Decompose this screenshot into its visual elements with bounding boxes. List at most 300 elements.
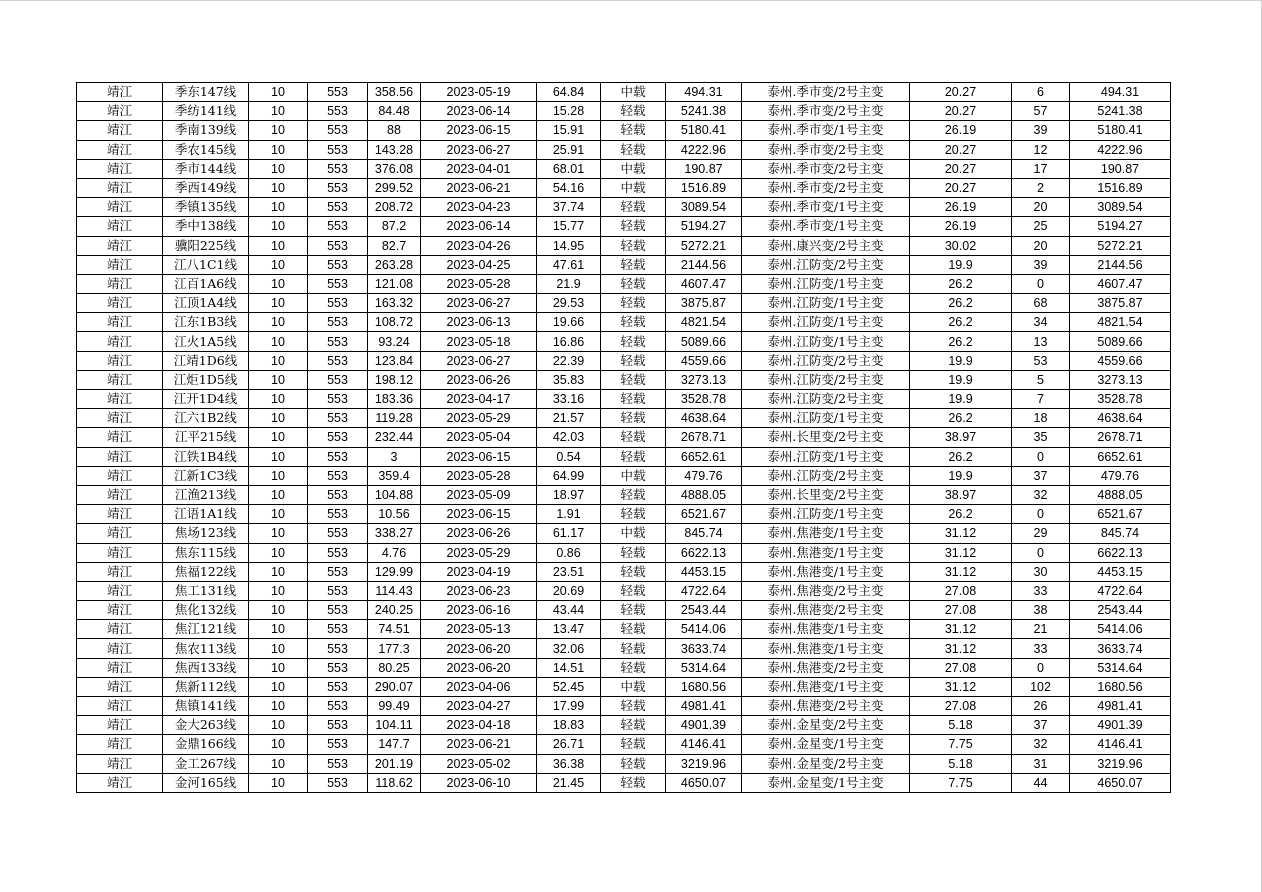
voltage-cell[interactable]: 10 bbox=[249, 217, 308, 236]
voltage-cell[interactable]: 10 bbox=[249, 581, 308, 600]
voltage-cell[interactable]: 10 bbox=[249, 773, 308, 792]
voltage-cell[interactable]: 10 bbox=[249, 274, 308, 293]
date-cell[interactable]: 2023-04-25 bbox=[421, 255, 537, 274]
margin-cell[interactable]: 1680.56 bbox=[666, 677, 742, 696]
count-cell[interactable]: 32 bbox=[1012, 485, 1070, 504]
voltage-cell[interactable]: 10 bbox=[249, 677, 308, 696]
transformer-rate-cell[interactable]: 31.12 bbox=[910, 543, 1012, 562]
voltage-cell[interactable]: 10 bbox=[249, 735, 308, 754]
date-cell[interactable]: 2023-06-26 bbox=[421, 370, 537, 389]
available-capacity-cell[interactable]: 2678.71 bbox=[1070, 428, 1171, 447]
line-name-cell[interactable]: 焦镇141线 bbox=[163, 697, 249, 716]
transformer-cell[interactable]: 泰州.金星变/2号主变 bbox=[742, 754, 910, 773]
voltage-cell[interactable]: 10 bbox=[249, 639, 308, 658]
load-value-cell[interactable]: 4.76 bbox=[368, 543, 421, 562]
transformer-cell[interactable]: 泰州.焦港变/1号主变 bbox=[742, 562, 910, 581]
line-name-cell[interactable]: 江顶1A4线 bbox=[163, 294, 249, 313]
date-cell[interactable]: 2023-06-15 bbox=[421, 505, 537, 524]
margin-cell[interactable]: 2543.44 bbox=[666, 601, 742, 620]
load-status-cell[interactable]: 轻载 bbox=[601, 351, 666, 370]
load-value-cell[interactable]: 114.43 bbox=[368, 581, 421, 600]
count-cell[interactable]: 7 bbox=[1012, 390, 1070, 409]
transformer-cell[interactable]: 泰州.季市变/1号主变 bbox=[742, 217, 910, 236]
date-cell[interactable]: 2023-06-21 bbox=[421, 735, 537, 754]
capacity-cell[interactable]: 553 bbox=[308, 332, 368, 351]
region-cell[interactable]: 靖江 bbox=[77, 447, 163, 466]
load-value-cell[interactable]: 10.56 bbox=[368, 505, 421, 524]
region-cell[interactable]: 靖江 bbox=[77, 581, 163, 600]
count-cell[interactable]: 34 bbox=[1012, 313, 1070, 332]
load-rate-cell[interactable]: 15.91 bbox=[537, 121, 601, 140]
load-value-cell[interactable]: 104.88 bbox=[368, 485, 421, 504]
region-cell[interactable]: 靖江 bbox=[77, 313, 163, 332]
available-capacity-cell[interactable]: 3273.13 bbox=[1070, 370, 1171, 389]
count-cell[interactable]: 68 bbox=[1012, 294, 1070, 313]
load-status-cell[interactable]: 轻载 bbox=[601, 140, 666, 159]
margin-cell[interactable]: 2144.56 bbox=[666, 255, 742, 274]
transformer-rate-cell[interactable]: 7.75 bbox=[910, 735, 1012, 754]
voltage-cell[interactable]: 10 bbox=[249, 351, 308, 370]
count-cell[interactable]: 0 bbox=[1012, 447, 1070, 466]
count-cell[interactable]: 32 bbox=[1012, 735, 1070, 754]
date-cell[interactable]: 2023-06-27 bbox=[421, 140, 537, 159]
load-rate-cell[interactable]: 1.91 bbox=[537, 505, 601, 524]
line-name-cell[interactable]: 焦工131线 bbox=[163, 581, 249, 600]
transformer-cell[interactable]: 泰州.季市变/2号主变 bbox=[742, 178, 910, 197]
load-value-cell[interactable]: 183.36 bbox=[368, 390, 421, 409]
load-value-cell[interactable]: 108.72 bbox=[368, 313, 421, 332]
date-cell[interactable]: 2023-06-14 bbox=[421, 217, 537, 236]
load-rate-cell[interactable]: 64.84 bbox=[537, 83, 601, 102]
margin-cell[interactable]: 5272.21 bbox=[666, 236, 742, 255]
count-cell[interactable]: 5 bbox=[1012, 370, 1070, 389]
count-cell[interactable]: 13 bbox=[1012, 332, 1070, 351]
capacity-cell[interactable]: 553 bbox=[308, 351, 368, 370]
line-name-cell[interactable]: 金河165线 bbox=[163, 773, 249, 792]
count-cell[interactable]: 37 bbox=[1012, 466, 1070, 485]
transformer-cell[interactable]: 泰州.焦港变/2号主变 bbox=[742, 601, 910, 620]
load-rate-cell[interactable]: 42.03 bbox=[537, 428, 601, 447]
margin-cell[interactable]: 4453.15 bbox=[666, 562, 742, 581]
region-cell[interactable]: 靖江 bbox=[77, 236, 163, 255]
transformer-rate-cell[interactable]: 5.18 bbox=[910, 754, 1012, 773]
region-cell[interactable]: 靖江 bbox=[77, 409, 163, 428]
load-value-cell[interactable]: 99.49 bbox=[368, 697, 421, 716]
load-rate-cell[interactable]: 52.45 bbox=[537, 677, 601, 696]
margin-cell[interactable]: 4638.64 bbox=[666, 409, 742, 428]
line-name-cell[interactable]: 江渔213线 bbox=[163, 485, 249, 504]
line-name-cell[interactable]: 焦化132线 bbox=[163, 601, 249, 620]
voltage-cell[interactable]: 10 bbox=[249, 390, 308, 409]
margin-cell[interactable]: 1516.89 bbox=[666, 178, 742, 197]
load-value-cell[interactable]: 123.84 bbox=[368, 351, 421, 370]
date-cell[interactable]: 2023-06-26 bbox=[421, 524, 537, 543]
capacity-cell[interactable]: 553 bbox=[308, 83, 368, 102]
transformer-rate-cell[interactable]: 20.27 bbox=[910, 140, 1012, 159]
transformer-cell[interactable]: 泰州.江防变/1号主变 bbox=[742, 274, 910, 293]
available-capacity-cell[interactable]: 1516.89 bbox=[1070, 178, 1171, 197]
capacity-cell[interactable]: 553 bbox=[308, 562, 368, 581]
transformer-rate-cell[interactable]: 20.27 bbox=[910, 178, 1012, 197]
capacity-cell[interactable]: 553 bbox=[308, 754, 368, 773]
region-cell[interactable]: 靖江 bbox=[77, 274, 163, 293]
transformer-cell[interactable]: 泰州.金星变/1号主变 bbox=[742, 735, 910, 754]
line-name-cell[interactable]: 江平215线 bbox=[163, 428, 249, 447]
margin-cell[interactable]: 3875.87 bbox=[666, 294, 742, 313]
load-rate-cell[interactable]: 20.69 bbox=[537, 581, 601, 600]
transformer-cell[interactable]: 泰州.江防变/1号主变 bbox=[742, 332, 910, 351]
voltage-cell[interactable]: 10 bbox=[249, 716, 308, 735]
load-status-cell[interactable]: 轻载 bbox=[601, 255, 666, 274]
margin-cell[interactable]: 479.76 bbox=[666, 466, 742, 485]
transformer-cell[interactable]: 泰州.焦港变/1号主变 bbox=[742, 639, 910, 658]
load-status-cell[interactable]: 轻载 bbox=[601, 198, 666, 217]
count-cell[interactable]: 20 bbox=[1012, 198, 1070, 217]
load-status-cell[interactable]: 轻载 bbox=[601, 313, 666, 332]
load-value-cell[interactable]: 358.56 bbox=[368, 83, 421, 102]
load-value-cell[interactable]: 80.25 bbox=[368, 658, 421, 677]
capacity-cell[interactable]: 553 bbox=[308, 677, 368, 696]
load-value-cell[interactable]: 240.25 bbox=[368, 601, 421, 620]
load-value-cell[interactable]: 84.48 bbox=[368, 102, 421, 121]
transformer-cell[interactable]: 泰州.江防变/1号主变 bbox=[742, 409, 910, 428]
load-rate-cell[interactable]: 14.51 bbox=[537, 658, 601, 677]
load-status-cell[interactable]: 中载 bbox=[601, 677, 666, 696]
capacity-cell[interactable]: 553 bbox=[308, 697, 368, 716]
transformer-rate-cell[interactable]: 26.2 bbox=[910, 332, 1012, 351]
transformer-rate-cell[interactable]: 27.08 bbox=[910, 581, 1012, 600]
voltage-cell[interactable]: 10 bbox=[249, 505, 308, 524]
voltage-cell[interactable]: 10 bbox=[249, 313, 308, 332]
transformer-cell[interactable]: 泰州.季市变/2号主变 bbox=[742, 102, 910, 121]
load-status-cell[interactable]: 中载 bbox=[601, 524, 666, 543]
date-cell[interactable]: 2023-04-17 bbox=[421, 390, 537, 409]
transformer-rate-cell[interactable]: 26.2 bbox=[910, 274, 1012, 293]
transformer-cell[interactable]: 泰州.康兴变/2号主变 bbox=[742, 236, 910, 255]
transformer-rate-cell[interactable]: 31.12 bbox=[910, 620, 1012, 639]
transformer-rate-cell[interactable]: 31.12 bbox=[910, 639, 1012, 658]
load-status-cell[interactable]: 轻载 bbox=[601, 620, 666, 639]
region-cell[interactable]: 靖江 bbox=[77, 332, 163, 351]
count-cell[interactable]: 39 bbox=[1012, 121, 1070, 140]
region-cell[interactable]: 靖江 bbox=[77, 754, 163, 773]
line-name-cell[interactable]: 季纺141线 bbox=[163, 102, 249, 121]
count-cell[interactable]: 21 bbox=[1012, 620, 1070, 639]
load-rate-cell[interactable]: 61.17 bbox=[537, 524, 601, 543]
load-status-cell[interactable]: 轻载 bbox=[601, 447, 666, 466]
transformer-cell[interactable]: 泰州.金星变/2号主变 bbox=[742, 716, 910, 735]
load-rate-cell[interactable]: 29.53 bbox=[537, 294, 601, 313]
load-value-cell[interactable]: 263.28 bbox=[368, 255, 421, 274]
capacity-cell[interactable]: 553 bbox=[308, 428, 368, 447]
available-capacity-cell[interactable]: 4453.15 bbox=[1070, 562, 1171, 581]
load-status-cell[interactable]: 轻载 bbox=[601, 505, 666, 524]
count-cell[interactable]: 30 bbox=[1012, 562, 1070, 581]
margin-cell[interactable]: 4901.39 bbox=[666, 716, 742, 735]
count-cell[interactable]: 20 bbox=[1012, 236, 1070, 255]
load-value-cell[interactable]: 119.28 bbox=[368, 409, 421, 428]
margin-cell[interactable]: 5314.64 bbox=[666, 658, 742, 677]
line-name-cell[interactable]: 焦西133线 bbox=[163, 658, 249, 677]
load-rate-cell[interactable]: 26.71 bbox=[537, 735, 601, 754]
load-rate-cell[interactable]: 18.97 bbox=[537, 485, 601, 504]
load-value-cell[interactable]: 232.44 bbox=[368, 428, 421, 447]
margin-cell[interactable]: 3089.54 bbox=[666, 198, 742, 217]
voltage-cell[interactable]: 10 bbox=[249, 236, 308, 255]
load-rate-cell[interactable]: 25.91 bbox=[537, 140, 601, 159]
available-capacity-cell[interactable]: 4981.41 bbox=[1070, 697, 1171, 716]
transformer-cell[interactable]: 泰州.金星变/1号主变 bbox=[742, 773, 910, 792]
line-name-cell[interactable]: 季市144线 bbox=[163, 159, 249, 178]
load-rate-cell[interactable]: 36.38 bbox=[537, 754, 601, 773]
capacity-cell[interactable]: 553 bbox=[308, 255, 368, 274]
line-name-cell[interactable]: 骥阳225线 bbox=[163, 236, 249, 255]
date-cell[interactable]: 2023-06-21 bbox=[421, 178, 537, 197]
region-cell[interactable]: 靖江 bbox=[77, 697, 163, 716]
margin-cell[interactable]: 3633.74 bbox=[666, 639, 742, 658]
count-cell[interactable]: 0 bbox=[1012, 274, 1070, 293]
load-status-cell[interactable]: 中载 bbox=[601, 159, 666, 178]
margin-cell[interactable]: 4607.47 bbox=[666, 274, 742, 293]
region-cell[interactable]: 靖江 bbox=[77, 639, 163, 658]
region-cell[interactable]: 靖江 bbox=[77, 773, 163, 792]
date-cell[interactable]: 2023-04-06 bbox=[421, 677, 537, 696]
line-name-cell[interactable]: 江东1B3线 bbox=[163, 313, 249, 332]
margin-cell[interactable]: 6652.61 bbox=[666, 447, 742, 466]
load-status-cell[interactable]: 中载 bbox=[601, 466, 666, 485]
count-cell[interactable]: 33 bbox=[1012, 581, 1070, 600]
capacity-cell[interactable]: 553 bbox=[308, 639, 368, 658]
date-cell[interactable]: 2023-05-29 bbox=[421, 409, 537, 428]
voltage-cell[interactable]: 10 bbox=[249, 658, 308, 677]
line-name-cell[interactable]: 季镇135线 bbox=[163, 198, 249, 217]
line-name-cell[interactable]: 江靖1D6线 bbox=[163, 351, 249, 370]
transformer-cell[interactable]: 泰州.季市变/1号主变 bbox=[742, 121, 910, 140]
load-rate-cell[interactable]: 68.01 bbox=[537, 159, 601, 178]
load-status-cell[interactable]: 轻载 bbox=[601, 294, 666, 313]
load-value-cell[interactable]: 121.08 bbox=[368, 274, 421, 293]
margin-cell[interactable]: 5414.06 bbox=[666, 620, 742, 639]
transformer-cell[interactable]: 泰州.江防变/2号主变 bbox=[742, 390, 910, 409]
available-capacity-cell[interactable]: 3528.78 bbox=[1070, 390, 1171, 409]
count-cell[interactable]: 0 bbox=[1012, 658, 1070, 677]
load-status-cell[interactable]: 轻载 bbox=[601, 697, 666, 716]
load-value-cell[interactable]: 118.62 bbox=[368, 773, 421, 792]
count-cell[interactable]: 17 bbox=[1012, 159, 1070, 178]
count-cell[interactable]: 6 bbox=[1012, 83, 1070, 102]
available-capacity-cell[interactable]: 5089.66 bbox=[1070, 332, 1171, 351]
load-status-cell[interactable]: 轻载 bbox=[601, 639, 666, 658]
date-cell[interactable]: 2023-06-20 bbox=[421, 658, 537, 677]
load-status-cell[interactable]: 轻载 bbox=[601, 390, 666, 409]
transformer-rate-cell[interactable]: 7.75 bbox=[910, 773, 1012, 792]
date-cell[interactable]: 2023-06-23 bbox=[421, 581, 537, 600]
transformer-cell[interactable]: 泰州.季市变/2号主变 bbox=[742, 159, 910, 178]
region-cell[interactable]: 靖江 bbox=[77, 390, 163, 409]
transformer-cell[interactable]: 泰州.江防变/1号主变 bbox=[742, 505, 910, 524]
available-capacity-cell[interactable]: 5194.27 bbox=[1070, 217, 1171, 236]
transformer-rate-cell[interactable]: 19.9 bbox=[910, 370, 1012, 389]
date-cell[interactable]: 2023-06-15 bbox=[421, 121, 537, 140]
load-status-cell[interactable]: 轻载 bbox=[601, 485, 666, 504]
load-value-cell[interactable]: 163.32 bbox=[368, 294, 421, 313]
count-cell[interactable]: 12 bbox=[1012, 140, 1070, 159]
date-cell[interactable]: 2023-06-20 bbox=[421, 639, 537, 658]
capacity-cell[interactable]: 553 bbox=[308, 178, 368, 197]
margin-cell[interactable]: 6521.67 bbox=[666, 505, 742, 524]
line-name-cell[interactable]: 江六1B2线 bbox=[163, 409, 249, 428]
margin-cell[interactable]: 4146.41 bbox=[666, 735, 742, 754]
date-cell[interactable]: 2023-06-16 bbox=[421, 601, 537, 620]
available-capacity-cell[interactable]: 190.87 bbox=[1070, 159, 1171, 178]
load-status-cell[interactable]: 轻载 bbox=[601, 754, 666, 773]
transformer-rate-cell[interactable]: 19.9 bbox=[910, 390, 1012, 409]
load-value-cell[interactable]: 93.24 bbox=[368, 332, 421, 351]
voltage-cell[interactable]: 10 bbox=[249, 178, 308, 197]
count-cell[interactable]: 53 bbox=[1012, 351, 1070, 370]
region-cell[interactable]: 靖江 bbox=[77, 83, 163, 102]
margin-cell[interactable]: 6622.13 bbox=[666, 543, 742, 562]
region-cell[interactable]: 靖江 bbox=[77, 255, 163, 274]
load-status-cell[interactable]: 轻载 bbox=[601, 581, 666, 600]
capacity-cell[interactable]: 553 bbox=[308, 524, 368, 543]
line-name-cell[interactable]: 江八1C1线 bbox=[163, 255, 249, 274]
date-cell[interactable]: 2023-06-13 bbox=[421, 313, 537, 332]
transformer-rate-cell[interactable]: 20.27 bbox=[910, 83, 1012, 102]
available-capacity-cell[interactable]: 3089.54 bbox=[1070, 198, 1171, 217]
capacity-cell[interactable]: 553 bbox=[308, 581, 368, 600]
capacity-cell[interactable]: 553 bbox=[308, 505, 368, 524]
count-cell[interactable]: 2 bbox=[1012, 178, 1070, 197]
transformer-cell[interactable]: 泰州.江防变/2号主变 bbox=[742, 466, 910, 485]
transformer-cell[interactable]: 泰州.焦港变/2号主变 bbox=[742, 581, 910, 600]
line-name-cell[interactable]: 江百1A6线 bbox=[163, 274, 249, 293]
capacity-cell[interactable]: 553 bbox=[308, 313, 368, 332]
available-capacity-cell[interactable]: 2144.56 bbox=[1070, 255, 1171, 274]
line-name-cell[interactable]: 金大263线 bbox=[163, 716, 249, 735]
available-capacity-cell[interactable]: 3219.96 bbox=[1070, 754, 1171, 773]
date-cell[interactable]: 2023-04-26 bbox=[421, 236, 537, 255]
load-rate-cell[interactable]: 16.86 bbox=[537, 332, 601, 351]
load-value-cell[interactable]: 3 bbox=[368, 447, 421, 466]
capacity-cell[interactable]: 553 bbox=[308, 620, 368, 639]
transformer-cell[interactable]: 泰州.焦港变/2号主变 bbox=[742, 658, 910, 677]
transformer-cell[interactable]: 泰州.江防变/1号主变 bbox=[742, 447, 910, 466]
count-cell[interactable]: 25 bbox=[1012, 217, 1070, 236]
capacity-cell[interactable]: 553 bbox=[308, 735, 368, 754]
transformer-cell[interactable]: 泰州.季市变/1号主变 bbox=[742, 198, 910, 217]
line-name-cell[interactable]: 金鼎166线 bbox=[163, 735, 249, 754]
capacity-cell[interactable]: 553 bbox=[308, 485, 368, 504]
date-cell[interactable]: 2023-05-13 bbox=[421, 620, 537, 639]
transformer-rate-cell[interactable]: 26.2 bbox=[910, 447, 1012, 466]
region-cell[interactable]: 靖江 bbox=[77, 370, 163, 389]
count-cell[interactable]: 37 bbox=[1012, 716, 1070, 735]
date-cell[interactable]: 2023-06-27 bbox=[421, 351, 537, 370]
count-cell[interactable]: 18 bbox=[1012, 409, 1070, 428]
region-cell[interactable]: 靖江 bbox=[77, 620, 163, 639]
date-cell[interactable]: 2023-04-18 bbox=[421, 716, 537, 735]
voltage-cell[interactable]: 10 bbox=[249, 198, 308, 217]
region-cell[interactable]: 靖江 bbox=[77, 658, 163, 677]
region-cell[interactable]: 靖江 bbox=[77, 505, 163, 524]
date-cell[interactable]: 2023-05-28 bbox=[421, 466, 537, 485]
capacity-cell[interactable]: 553 bbox=[308, 236, 368, 255]
region-cell[interactable]: 靖江 bbox=[77, 716, 163, 735]
available-capacity-cell[interactable]: 4901.39 bbox=[1070, 716, 1171, 735]
available-capacity-cell[interactable]: 3875.87 bbox=[1070, 294, 1171, 313]
load-status-cell[interactable]: 中载 bbox=[601, 83, 666, 102]
line-name-cell[interactable]: 焦场123线 bbox=[163, 524, 249, 543]
date-cell[interactable]: 2023-04-23 bbox=[421, 198, 537, 217]
load-rate-cell[interactable]: 64.99 bbox=[537, 466, 601, 485]
load-status-cell[interactable]: 轻载 bbox=[601, 121, 666, 140]
count-cell[interactable]: 29 bbox=[1012, 524, 1070, 543]
region-cell[interactable]: 靖江 bbox=[77, 294, 163, 313]
region-cell[interactable]: 靖江 bbox=[77, 601, 163, 620]
load-rate-cell[interactable]: 15.28 bbox=[537, 102, 601, 121]
transformer-rate-cell[interactable]: 26.2 bbox=[910, 505, 1012, 524]
date-cell[interactable]: 2023-05-29 bbox=[421, 543, 537, 562]
margin-cell[interactable]: 4888.05 bbox=[666, 485, 742, 504]
available-capacity-cell[interactable]: 4888.05 bbox=[1070, 485, 1171, 504]
margin-cell[interactable]: 5194.27 bbox=[666, 217, 742, 236]
voltage-cell[interactable]: 10 bbox=[249, 83, 308, 102]
line-name-cell[interactable]: 金工267线 bbox=[163, 754, 249, 773]
margin-cell[interactable]: 4981.41 bbox=[666, 697, 742, 716]
available-capacity-cell[interactable]: 1680.56 bbox=[1070, 677, 1171, 696]
line-name-cell[interactable]: 江开1D4线 bbox=[163, 390, 249, 409]
transformer-cell[interactable]: 泰州.江防变/2号主变 bbox=[742, 255, 910, 274]
load-value-cell[interactable]: 87.2 bbox=[368, 217, 421, 236]
transformer-rate-cell[interactable]: 26.2 bbox=[910, 294, 1012, 313]
margin-cell[interactable]: 2678.71 bbox=[666, 428, 742, 447]
date-cell[interactable]: 2023-06-27 bbox=[421, 294, 537, 313]
capacity-cell[interactable]: 553 bbox=[308, 198, 368, 217]
transformer-cell[interactable]: 泰州.江防变/2号主变 bbox=[742, 351, 910, 370]
region-cell[interactable]: 靖江 bbox=[77, 198, 163, 217]
margin-cell[interactable]: 4559.66 bbox=[666, 351, 742, 370]
line-name-cell[interactable]: 焦新112线 bbox=[163, 677, 249, 696]
margin-cell[interactable]: 845.74 bbox=[666, 524, 742, 543]
voltage-cell[interactable]: 10 bbox=[249, 370, 308, 389]
load-value-cell[interactable]: 299.52 bbox=[368, 178, 421, 197]
transformer-rate-cell[interactable]: 26.2 bbox=[910, 313, 1012, 332]
transformer-rate-cell[interactable]: 19.9 bbox=[910, 351, 1012, 370]
voltage-cell[interactable]: 10 bbox=[249, 620, 308, 639]
transformer-rate-cell[interactable]: 19.9 bbox=[910, 466, 1012, 485]
region-cell[interactable]: 靖江 bbox=[77, 735, 163, 754]
capacity-cell[interactable]: 553 bbox=[308, 159, 368, 178]
region-cell[interactable]: 靖江 bbox=[77, 140, 163, 159]
transformer-rate-cell[interactable]: 31.12 bbox=[910, 677, 1012, 696]
line-name-cell[interactable]: 季西149线 bbox=[163, 178, 249, 197]
transformer-cell[interactable]: 泰州.焦港变/1号主变 bbox=[742, 524, 910, 543]
voltage-cell[interactable]: 10 bbox=[249, 485, 308, 504]
date-cell[interactable]: 2023-04-01 bbox=[421, 159, 537, 178]
load-rate-cell[interactable]: 0.86 bbox=[537, 543, 601, 562]
transformer-cell[interactable]: 泰州.季市变/2号主变 bbox=[742, 140, 910, 159]
load-rate-cell[interactable]: 35.83 bbox=[537, 370, 601, 389]
margin-cell[interactable]: 5089.66 bbox=[666, 332, 742, 351]
load-rate-cell[interactable]: 43.44 bbox=[537, 601, 601, 620]
date-cell[interactable]: 2023-04-27 bbox=[421, 697, 537, 716]
load-rate-cell[interactable]: 33.16 bbox=[537, 390, 601, 409]
load-rate-cell[interactable]: 21.9 bbox=[537, 274, 601, 293]
capacity-cell[interactable]: 553 bbox=[308, 409, 368, 428]
voltage-cell[interactable]: 10 bbox=[249, 255, 308, 274]
count-cell[interactable]: 38 bbox=[1012, 601, 1070, 620]
